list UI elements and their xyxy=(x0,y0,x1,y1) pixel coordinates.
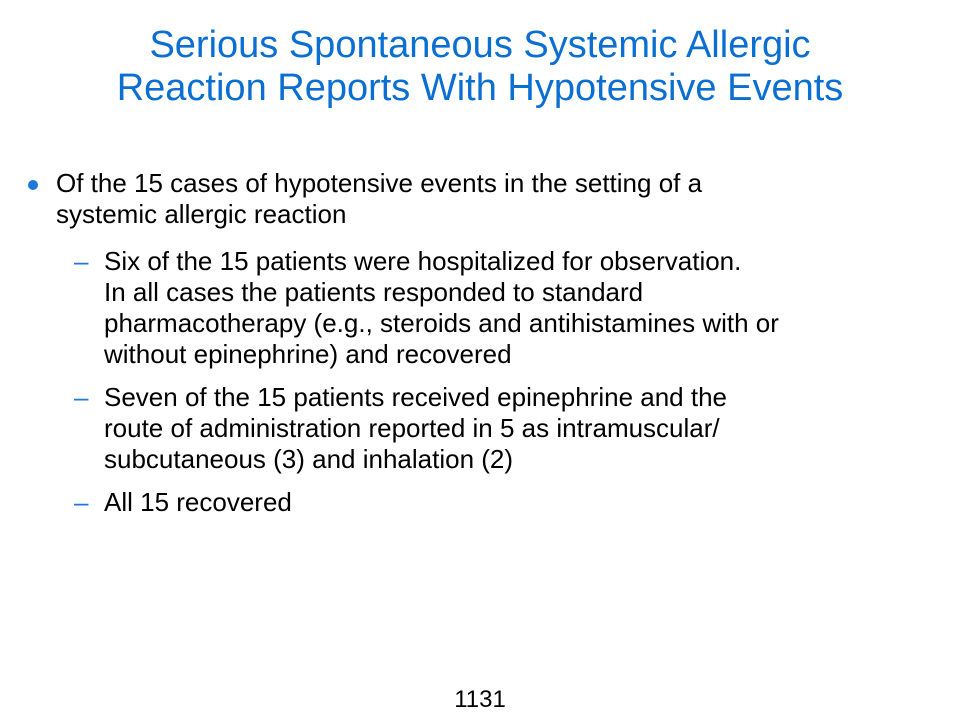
sub-bullet-2-line-1: Seven of the 15 patients received epinephrine and the xyxy=(104,382,728,412)
slide-title xyxy=(20,24,940,110)
page-number: 1131 xyxy=(454,686,506,713)
bullet-dot-icon xyxy=(28,180,38,190)
sub-bullet-recovered xyxy=(74,487,924,518)
main-bullet xyxy=(24,168,924,230)
sub-bullet-epinephrine xyxy=(74,382,924,475)
sub-bullet-2-line-3: subcutaneous (3) and inhalation (2) xyxy=(104,444,514,474)
sub-bullet-1-line-1: Six of the 15 patients were hospitalized for observation. xyxy=(104,246,742,276)
sub-bullet-2-line-2: route of administration reported in 5 as intramuscular/ xyxy=(104,413,720,443)
dash-icon: – xyxy=(74,382,89,412)
sub-bullet-3-line-1: All 15 recovered xyxy=(104,487,292,517)
sub-bullet-1-line-3: pharmacotherapy (e.g., steroids and antihistamines with or xyxy=(104,308,779,338)
bullet-list xyxy=(24,168,924,530)
dash-icon: – xyxy=(74,487,89,517)
title-line-1: Serious Spontaneous Systemic Allergic xyxy=(149,24,811,66)
title-line-2: Reaction Reports With Hypotensive Events xyxy=(116,67,844,109)
sub-bullet-hospitalized xyxy=(74,246,924,370)
sub-bullet-1-line-2: In all cases the patients responded to standard xyxy=(104,277,644,307)
main-bullet-line-2: systemic allergic reaction xyxy=(56,199,347,229)
sub-bullet-list xyxy=(74,246,924,518)
main-bullet-line-1: Of the 15 cases of hypotensive events in the setting of a xyxy=(56,168,703,198)
dash-icon: – xyxy=(74,246,89,276)
sub-bullet-1-line-4: without epinephrine) and recovered xyxy=(104,339,512,369)
